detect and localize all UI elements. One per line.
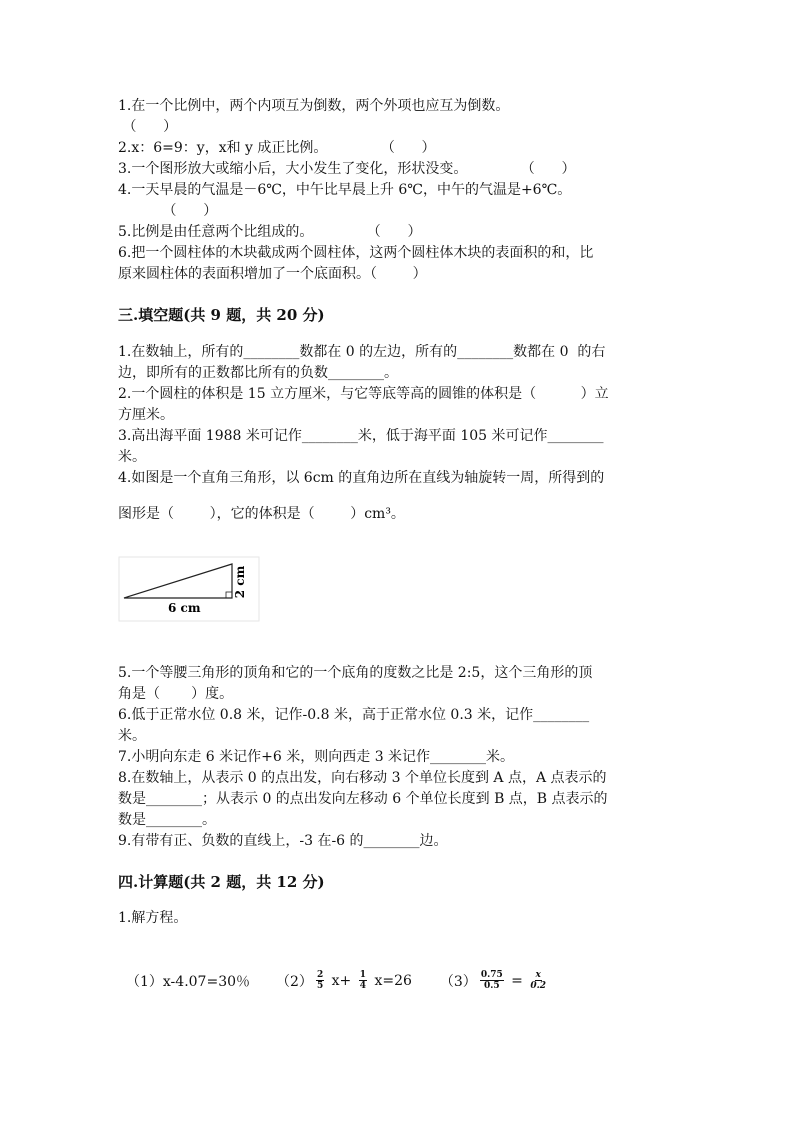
judge-q4-line2: （ ） xyxy=(118,203,218,219)
equation-2 xyxy=(276,970,412,991)
fill-q8-line1: 8.在数轴上，从表示 0 的点出发，向右移动 3 个单位长度到 A 点，A 点表示的 xyxy=(118,770,607,786)
fill-q6-line2: 米。 xyxy=(118,728,146,744)
equation-2-suffix: x=26 xyxy=(370,972,412,989)
fill-q7: 7.小明向东走 6 米记作+6 米，则向西走 3 米记作________米。 xyxy=(118,749,515,765)
fill-q3-line1: 3.高出海平面 1988 米可记作________米，低于海平面 105 米可记作________ xyxy=(118,428,604,444)
fraction-denominator: 0.2 xyxy=(530,981,547,991)
figure-label-side: 2 cm xyxy=(233,565,247,599)
fraction-denominator: 4 xyxy=(359,981,366,991)
fraction-x-0.2 xyxy=(530,970,546,991)
judge-q3: 3.一个图形放大或缩小后，大小发生了变化，形状没变。 （ ） xyxy=(118,161,576,177)
fill-q1-line2: 边，即所有的正数都比所有的负数________。 xyxy=(118,365,398,381)
section4-heading: 四.计算题(共 2 题，共 12 分) xyxy=(118,873,325,891)
fraction-denominator: 5 xyxy=(316,981,324,991)
equation-2-mid: x+ xyxy=(327,972,356,989)
fraction-2-5 xyxy=(316,970,324,991)
fraction-denominator: 0.5 xyxy=(483,981,500,991)
judge-q4-line1: 4.一天早晨的气温是－6℃，中午比早晨上升 6℃，中午的气温是+6℃。 xyxy=(118,182,572,198)
fill-q8-line3: 数是________。 xyxy=(118,812,216,828)
fill-q4-line2: 图形是（ ），它的体积是（ ）cm³。 xyxy=(118,506,405,522)
judge-q6-line2: 原来圆柱体的表面积增加了一个底面积。（ ） xyxy=(118,266,427,282)
equals-sign: = xyxy=(506,972,528,989)
fraction-numerator: 0.75 xyxy=(480,970,503,980)
figure-label-bottom: 6 cm xyxy=(168,601,201,615)
judge-q1-line1: 1.在一个比例中，两个内项互为倒数，两个外项也应互为倒数。 xyxy=(118,98,510,114)
fraction-1-4 xyxy=(359,970,367,991)
fraction-0.75-0.5 xyxy=(480,970,504,991)
fill-q2-line2: 方厘米。 xyxy=(118,407,174,423)
equation-1: （1）x-4.07=30％ xyxy=(126,973,251,990)
fraction-numerator: 2 xyxy=(316,970,324,980)
right-angle-mark xyxy=(226,592,232,598)
fill-q8-line2: 数是________；从表示 0 的点出发向左移动 6 个单位长度到 B 点，B 点表示的 xyxy=(118,791,608,807)
triangle-shape xyxy=(124,564,232,598)
judge-q1-line2: （ ） xyxy=(118,119,178,135)
judge-q2: 2.x：6=9：y，x和 y 成正比例。 （ ） xyxy=(118,140,436,156)
fill-q9: 9.有带有正、负数的直线上，-3 在-6 的________边。 xyxy=(118,833,448,849)
equation-3 xyxy=(440,970,549,991)
judge-q5: 5.比例是由任意两个比组成的。 （ ） xyxy=(118,224,422,240)
equations-row xyxy=(126,970,549,991)
fill-q1-line1: 1.在数轴上，所有的________数都在 0 的左边，所有的________数都在 0 的右 xyxy=(118,344,606,360)
fill-q3-line2: 米。 xyxy=(118,449,146,465)
equation-2-prefix: （2） xyxy=(276,973,313,990)
fraction-numerator: x xyxy=(535,970,541,980)
fill-q5-line2: 角是（ ）度。 xyxy=(118,686,234,702)
fill-q2-line1: 2.一个圆柱的体积是 15 立方厘米，与它等底等高的圆锥的体积是（ ）立 xyxy=(118,386,609,402)
calc-q1: 1.解方程。 xyxy=(118,910,188,926)
fraction-numerator: 1 xyxy=(359,970,366,980)
right-triangle-figure xyxy=(118,556,260,622)
fill-q4-line1: 4.如图是一个直角三角形，以 6cm 的直角边所在直线为轴旋转一周，所得到的 xyxy=(118,470,605,486)
equation-3-prefix: （3） xyxy=(439,973,477,990)
judge-q6-line1: 6.把一个圆柱体的木块截成两个圆柱体，这两个圆柱体木块的表面积的和，比 xyxy=(118,245,594,261)
section3-heading: 三.填空题(共 9 题，共 20 分) xyxy=(118,306,325,324)
fill-q5-line1: 5.一个等腰三角形的顶角和它的一个底角的度数之比是 2:5，这个三角形的顶 xyxy=(118,665,593,681)
fill-q6-line1: 6.低于正常水位 0.8 米，记作-0.8 米，高于正常水位 0.3 米，记作________ xyxy=(118,707,590,723)
